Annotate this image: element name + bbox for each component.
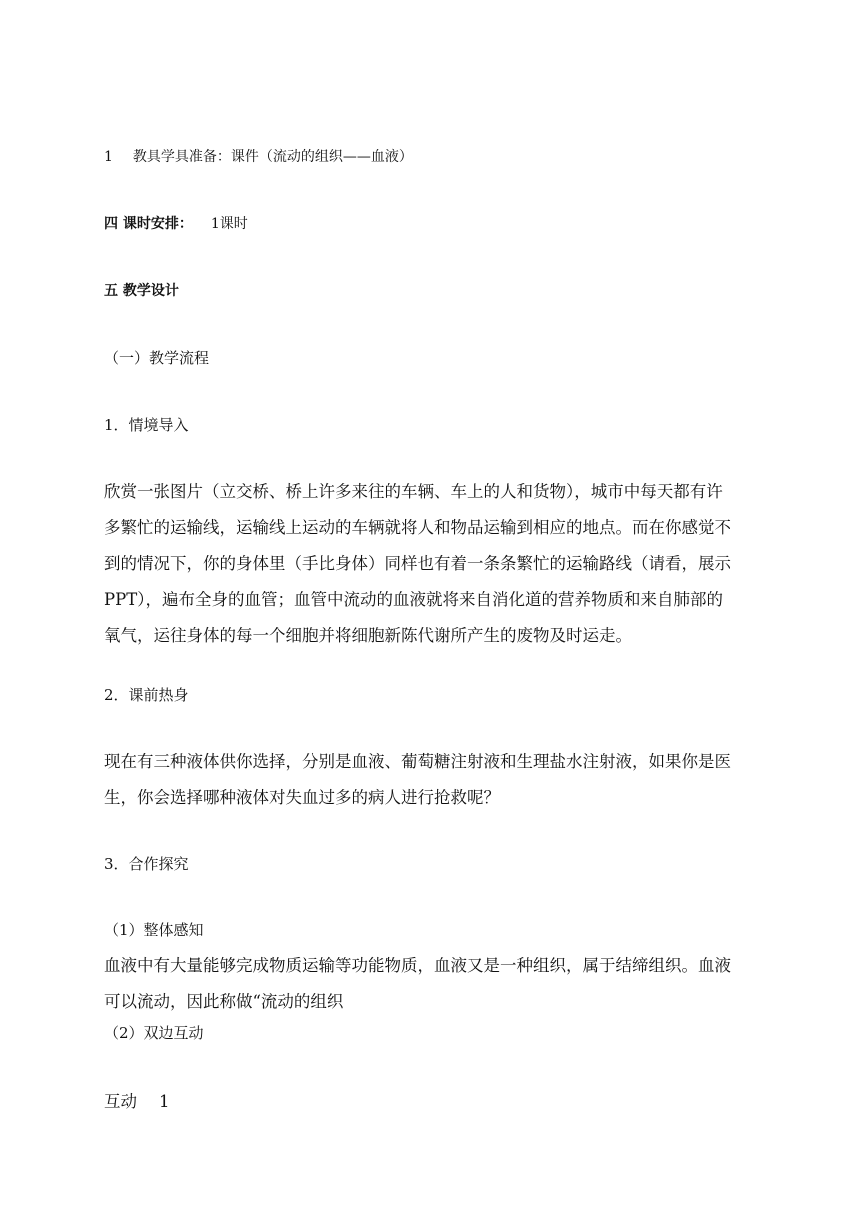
prep-text: 教具学具准备：课件（流动的组织——血液） (132, 149, 413, 165)
subsection-2-title: （2）双边互动 (104, 1024, 204, 1042)
paragraph-line: 欣赏一张图片（立交桥、桥上许多来往的车辆、车上的人和货物），城市中每天都有许 (104, 482, 723, 501)
section-2-paragraph (104, 744, 764, 816)
paragraph-line: 现在有三种液体供你选择，分别是血液、葡萄糖注射液和生理盐水注射液，如果你是医 (104, 752, 731, 771)
interaction-number: 1 (159, 1092, 170, 1111)
paragraph-line: 多繁忙的运输线，运输线上运动的车辆就将人和物品运输到相应的地点。而在你感觉不 (104, 518, 731, 537)
paragraph-line: PPT），遍布全身的血管；血管中流动的血液就将来自消化道的营养物质和来自肺部的 (104, 590, 723, 609)
interaction-line (104, 1088, 170, 1112)
prep-number: 1 (104, 149, 113, 165)
paragraph-line: 氧气，运往身体的每一个细胞并将细胞新陈代谢所产生的废物及时运走。 (104, 626, 632, 645)
section-3-title: 3．合作探究 (104, 855, 189, 873)
prep-line (104, 146, 413, 166)
subsection-1-paragraph (104, 948, 764, 1020)
section-1-title: 1．情境导入 (104, 416, 189, 434)
paragraph-line: 血液中有大量能够完成物质运输等功能物质，血液又是一种组织，属于结缔组织。血液 (104, 956, 731, 975)
paragraph-line: 到的情况下，你的身体里（手比身体）同样也有着一条条繁忙的运输路线（请看，展示 (104, 554, 731, 573)
schedule-line (104, 213, 248, 233)
paragraph-line: 可以流动，因此称做“流动的组织 (104, 992, 344, 1011)
section-1-paragraph (104, 474, 764, 654)
flow-heading: （一）教学流程 (104, 349, 210, 367)
design-heading: 五 教学设计 (104, 283, 179, 299)
paragraph-line: 生，你会选择哪种液体对失血过多的病人进行抢救呢？ (104, 788, 500, 807)
schedule-value: 1课时 (210, 216, 248, 232)
schedule-label: 四 课时安排： (104, 216, 193, 232)
subsection-1-title: （1）整体感知 (104, 921, 204, 939)
section-2-title: 2．课前热身 (104, 686, 189, 704)
interaction-label: 互动 (104, 1092, 137, 1111)
